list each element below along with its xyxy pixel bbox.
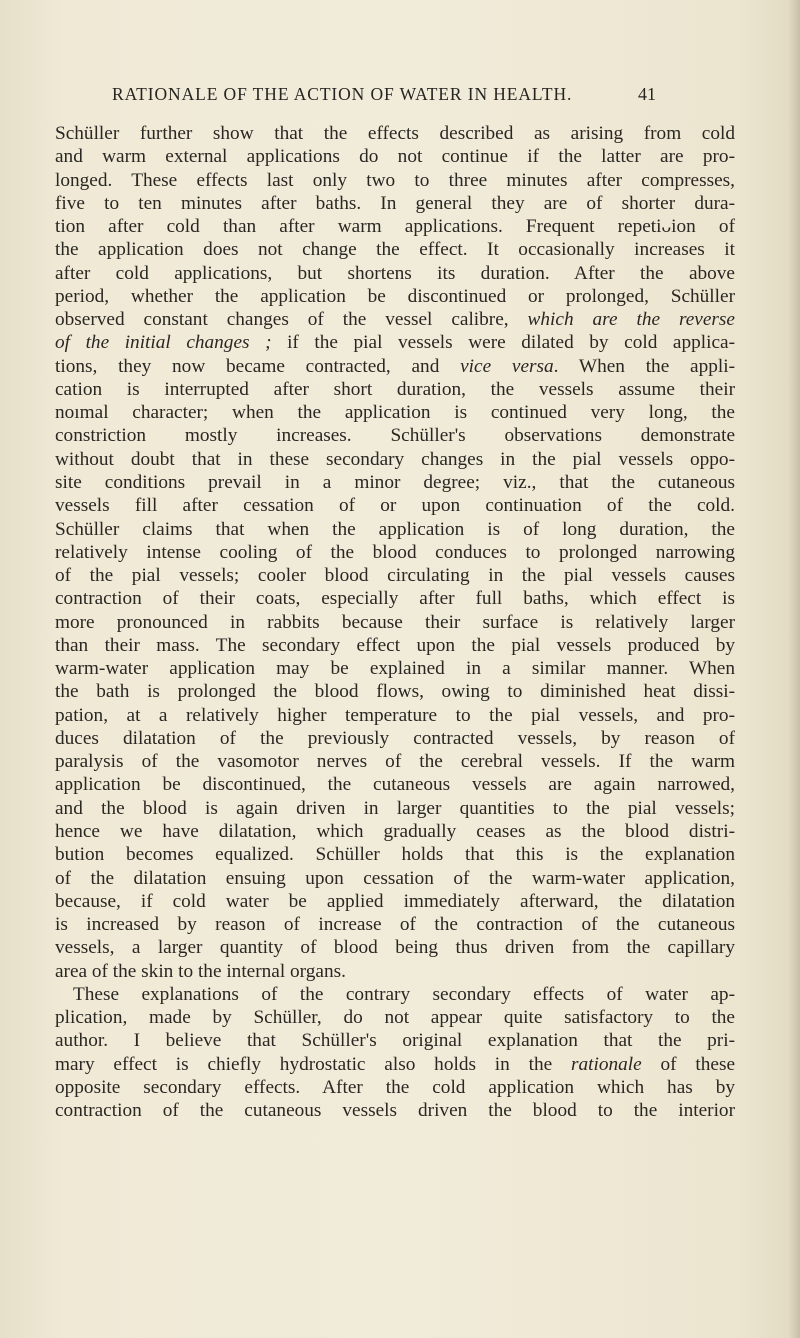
- text-line: cation is interrupted after short duration, the vessels assume their: [55, 378, 735, 400]
- text-line: the application does not change the effect. It occasionally increases it: [55, 239, 735, 261]
- text-line: is increased by reason of increase of the contraction of the cutaneous: [55, 914, 735, 936]
- text-line: relatively intense cooling of the blood conduces to prolonged narrowing: [55, 541, 735, 563]
- text-line: more pronounced in rabbits because their surface is relatively larger: [55, 611, 735, 633]
- text-line: warm-water application may be explained in a similar manner. When: [55, 658, 735, 680]
- text-line: Schüller further show that the effects described as arising from cold: [55, 123, 735, 144]
- text-line: and the blood is again driven in larger quantities to the pial vessels;: [55, 797, 735, 819]
- text-line: contraction of the cutaneous vessels driven the blood to the interior: [55, 1100, 735, 1122]
- text-line: site conditions prevail in a minor degree; viz., that the cutaneous: [55, 471, 735, 493]
- text-line: pation, at a relatively higher temperature to the pial vessels, and pro-: [55, 704, 735, 726]
- text-line: of the dilatation ensuing upon cessation of the warm-water application,: [55, 867, 735, 889]
- text-line: tion after cold than after warm applications. Frequent repetiᴗion of: [55, 216, 735, 238]
- text-line: the bath is prolonged the blood flows, owing to diminished heat dissi-: [55, 681, 735, 703]
- text-line: after cold applications, but shortens its duration. After the above: [55, 262, 735, 284]
- text-line: constriction mostly increases. Schüller's observations demonstrate: [55, 425, 735, 447]
- text-line: tions, they now became contracted, and vice versa. When the appli-: [55, 355, 735, 377]
- text-line: bution becomes equalized. Schüller holds that this is the explanation: [55, 844, 735, 866]
- text-line: period, whether the application be discontinued or prolonged, Schüller: [55, 285, 735, 307]
- running-head: RATIONALE OF THE ACTION OF WATER IN HEALTH.: [112, 84, 573, 104]
- text-line: vessels, a larger quantity of blood being thus driven from the capillary: [55, 937, 735, 959]
- text-line: contraction of their coats, especially after full baths, which effect is: [55, 588, 735, 610]
- text-line: paralysis of the vasomotor nerves of the cerebral vessels. If the warm: [55, 751, 735, 773]
- text-line: observed constant changes of the vessel calibre, which are the reverse: [55, 309, 735, 331]
- text-line: five to ten minutes after baths. In general they are of shorter dura-: [55, 192, 735, 214]
- text-line: and warm external applications do not continue if the latter are pro-: [55, 146, 735, 168]
- text-line: of the initial changes ; if the pial vessels were dilated by cold applica-: [55, 332, 735, 354]
- paragraph-end-line: area of the skin to the internal organs.: [55, 960, 346, 982]
- text-line: noımal character; when the application is continued very long, the: [55, 402, 735, 424]
- text-line: hence we have dilatation, which gradually ceases as the blood distri-: [55, 820, 735, 842]
- text-line: application be discontinued, the cutaneous vessels are again narrowed,: [55, 774, 735, 796]
- text-line: vessels fill after cessation of or upon continuation of the cold.: [55, 495, 735, 517]
- body-text: [55, 122, 735, 1122]
- page-header: [0, 84, 800, 114]
- text-line: opposite secondary effects. After the cold application which has by: [55, 1076, 735, 1098]
- text-line: mary effect is chiefly hydrostatic also holds in the rationale of these: [55, 1053, 735, 1075]
- text-line: because, if cold water be applied immediately afterward, the dilatation: [55, 890, 735, 912]
- page-number: 41: [638, 84, 656, 104]
- text-line: of the pial vessels; cooler blood circulating in the pial vessels causes: [55, 565, 735, 587]
- text-line: than their mass. The secondary effect upon the pial vessels produced by: [55, 634, 735, 656]
- text-line: Schüller claims that when the application is of long duration, the: [55, 518, 735, 540]
- paragraph-start-line: These explanations of the contrary secondary effects of water ap-: [73, 983, 735, 1005]
- text-line: author. I believe that Schüller's original explanation that the pri-: [55, 1030, 735, 1052]
- page-edge-shadow: [788, 0, 800, 1338]
- text-line: plication, made by Schüller, do not appear quite satisfactory to the: [55, 1007, 735, 1029]
- text-line: longed. These effects last only two to three minutes after compresses,: [55, 169, 735, 191]
- text-line: duces dilatation of the previously contracted vessels, by reason of: [55, 727, 735, 749]
- text-line: without doubt that in these secondary changes in the pial vessels oppo-: [55, 448, 735, 470]
